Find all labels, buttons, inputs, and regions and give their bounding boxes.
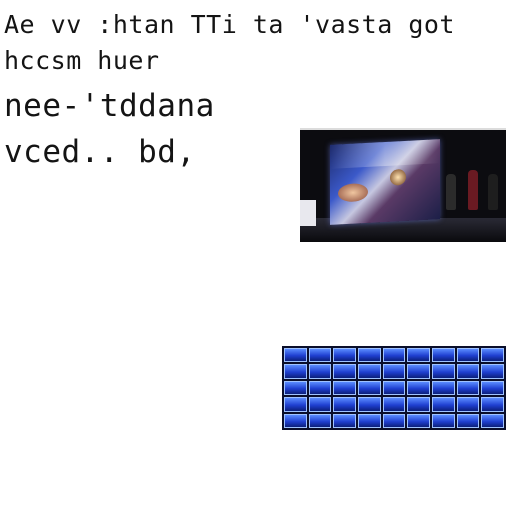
rack-unit: [432, 414, 455, 428]
rack-unit: [333, 348, 356, 362]
screen-glare: [330, 139, 440, 169]
person-silhouette: [488, 174, 498, 210]
rack-unit: [457, 414, 480, 428]
rack-unit: [383, 348, 406, 362]
rack-unit: [358, 397, 381, 411]
rack-unit: [407, 348, 430, 362]
rack-unit: [284, 348, 307, 362]
rack-unit: [481, 414, 504, 428]
rack-unit: [333, 414, 356, 428]
screen-figure: [338, 183, 368, 203]
rack-unit: [358, 414, 381, 428]
rack-unit: [481, 397, 504, 411]
rack-unit: [333, 397, 356, 411]
screen-figure: [390, 169, 406, 186]
rack-unit: [309, 397, 332, 411]
rack-unit: [432, 381, 455, 395]
stage-screen: [330, 139, 440, 225]
text-line-3: nee-'tddana: [4, 88, 215, 124]
rack-unit: [457, 348, 480, 362]
rack-unit: [309, 381, 332, 395]
rack-unit: [309, 414, 332, 428]
rack-unit: [481, 364, 504, 378]
rack-unit: [358, 348, 381, 362]
rack-unit: [432, 364, 455, 378]
rack-unit: [383, 381, 406, 395]
rack-unit: [333, 364, 356, 378]
text-line-2: hccsm huer: [4, 46, 160, 75]
rack-unit: [432, 397, 455, 411]
text-line-1: Ae vv :htan TTi ta 'vasta got: [4, 10, 455, 39]
rack-grid: [282, 346, 506, 430]
stage-desk: [300, 200, 316, 226]
text-line-4: vced.. bd,: [4, 134, 196, 170]
rack-unit: [284, 414, 307, 428]
rack-unit: [407, 414, 430, 428]
rack-unit: [383, 364, 406, 378]
rack-unit: [457, 397, 480, 411]
rack-unit: [358, 364, 381, 378]
rack-unit: [284, 364, 307, 378]
rack-unit: [309, 348, 332, 362]
rack-unit: [333, 381, 356, 395]
rack-unit: [407, 397, 430, 411]
person-silhouette: [468, 170, 478, 210]
rack-unit: [432, 348, 455, 362]
rack-unit: [481, 348, 504, 362]
rack-unit: [284, 381, 307, 395]
rack-unit: [358, 381, 381, 395]
server-rack-thumbnail[interactable]: [282, 346, 506, 430]
rack-unit: [457, 364, 480, 378]
rack-unit: [407, 364, 430, 378]
rack-unit: [284, 397, 307, 411]
rack-unit: [309, 364, 332, 378]
rack-unit: [481, 381, 504, 395]
rack-unit: [383, 397, 406, 411]
person-silhouette: [446, 174, 456, 210]
rack-unit: [383, 414, 406, 428]
rack-unit: [457, 381, 480, 395]
rack-unit: [407, 381, 430, 395]
stage-video-thumbnail[interactable]: [300, 128, 506, 242]
